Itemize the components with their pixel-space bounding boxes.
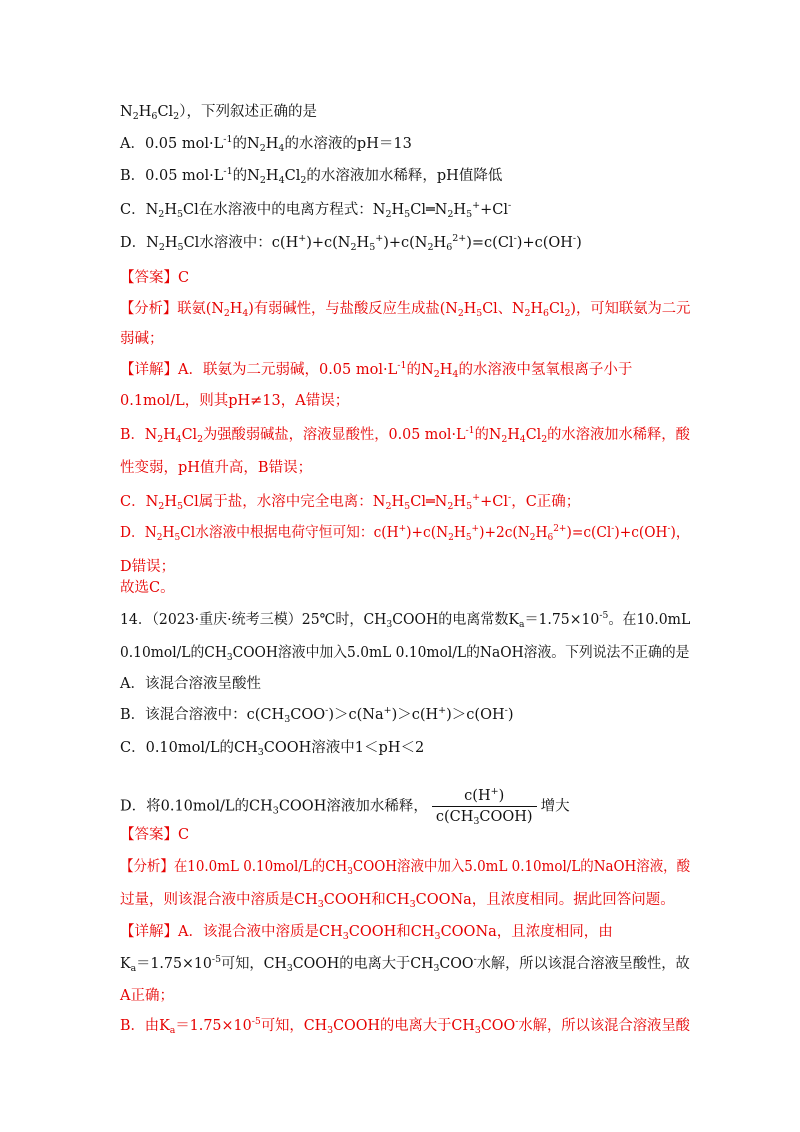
subscript: 2 <box>447 501 454 512</box>
text-run: 【详解】A．该混合液中溶质是CH <box>120 924 343 940</box>
subscript: 3 <box>342 931 349 942</box>
text-run: COOH和CH <box>348 924 435 940</box>
subscript: 3 <box>474 1025 481 1036</box>
superscript: - <box>611 523 615 534</box>
text-run: B．0.05 mol·L <box>120 168 224 184</box>
text-line <box>120 425 690 445</box>
subscript: 2 <box>433 369 440 380</box>
text-run: H <box>229 301 243 317</box>
superscript: - <box>507 492 512 503</box>
text-run: H <box>356 235 370 251</box>
text-run: C．N <box>120 202 159 218</box>
superscript: + <box>398 523 407 534</box>
text-run: H <box>463 301 477 317</box>
subscript: 5 <box>466 209 473 220</box>
text-line <box>120 643 690 663</box>
subscript: 2 <box>197 434 204 445</box>
text-run: H <box>162 525 175 541</box>
text-run: 为强酸弱碱盐，溶液显酸性，0.05 mol·L <box>203 427 466 443</box>
text-run: 水解，所以该混合溶液呈酸性，故 <box>476 956 690 972</box>
text-run: COO <box>439 956 474 972</box>
subscript: 3 <box>226 652 233 663</box>
subscript: 2 <box>259 175 266 186</box>
text-run: H <box>163 427 176 443</box>
text-line <box>120 523 690 543</box>
text-run: 的N <box>232 168 260 184</box>
text-run: 可知，CH <box>221 956 287 972</box>
text-line <box>120 787 690 826</box>
subscript: 2 <box>529 532 536 543</box>
text-line <box>120 557 690 577</box>
subscript: a <box>169 1025 176 1036</box>
text-run: COONa，且浓度相同。据此回答问题。 <box>415 892 675 908</box>
text-run: 14．（2023·重庆·统考三模）25℃时，CH <box>120 612 387 628</box>
text-run: )+2c(N <box>479 525 530 541</box>
text-line <box>120 134 690 154</box>
subscript: 2 <box>385 209 392 220</box>
subscript: a <box>518 619 525 630</box>
text-run: H <box>453 494 467 510</box>
text-run: D错误； <box>120 559 176 575</box>
subscript: 3 <box>257 747 264 758</box>
text-line <box>120 233 690 253</box>
subscript: 2 <box>158 501 165 512</box>
text-run: B．由K <box>120 1018 170 1034</box>
text-run: )=c(Cl <box>566 525 612 541</box>
text-run: A．0.05 mol·L <box>120 136 224 152</box>
subscript: 2 <box>564 308 571 319</box>
superscript: -5 <box>211 954 222 965</box>
text-run: 的水溶液加水稀释，pH值降低 <box>306 168 503 184</box>
fraction-numerator <box>432 787 537 807</box>
text-run: COOH的电离大于CH <box>333 1018 475 1034</box>
text-run: 的N <box>474 427 502 443</box>
subscript: 4 <box>452 369 459 380</box>
superscript: - <box>572 233 577 244</box>
superscript: - <box>515 1016 519 1027</box>
text-run: 弱碱； <box>120 331 164 347</box>
subscript: 2 <box>385 501 392 512</box>
text-run: H <box>530 301 543 317</box>
text-run: COOH) <box>479 809 533 825</box>
text-run: 【分析】在10.0mL 0.10mol/L的CH <box>120 859 348 875</box>
subscript: 3 <box>327 1025 334 1036</box>
superscript: + <box>438 705 447 716</box>
superscript: - <box>473 954 477 965</box>
text-run: 过量，则该混合液中溶质是CH <box>120 892 318 908</box>
subscript: 2 <box>541 434 548 445</box>
text-run: c(H <box>464 788 491 804</box>
text-run: B．N <box>120 427 158 443</box>
text-run: C．0.10mol/L的CH <box>120 740 258 756</box>
superscript: 2+ <box>452 233 467 244</box>
text-run: Cl水溶液中根据电荷守恒可知：c(H <box>180 525 399 541</box>
text-run: )有弱碱性，与盐酸反应生成盐(N <box>248 301 458 317</box>
text-run: H <box>164 494 177 510</box>
text-line <box>120 102 690 122</box>
superscript: -1 <box>465 425 475 436</box>
text-run: Cl属于盐，水溶中完全电离：N <box>183 494 386 510</box>
text-run: c(CH <box>435 809 474 825</box>
subscript: 3 <box>434 931 441 942</box>
text-run: )＞c(H <box>391 707 439 723</box>
superscript: + <box>490 786 499 797</box>
text-run: H <box>453 525 466 541</box>
subscript: 3 <box>272 805 279 817</box>
text-line <box>120 857 691 877</box>
text-line <box>120 890 690 910</box>
text-run: COO <box>290 707 326 723</box>
text-run: B．该混合溶液中：c(CH <box>120 707 285 723</box>
text-line <box>120 492 690 512</box>
subscript: 2 <box>157 434 164 445</box>
text-run: ＝1.75×10 <box>175 1018 252 1034</box>
text-run: H <box>265 136 279 152</box>
text-run: K <box>120 956 131 972</box>
text-line <box>120 954 690 974</box>
superscript: + <box>472 492 481 503</box>
text-line <box>120 578 690 598</box>
text-run: N <box>120 104 133 120</box>
text-run: ＝1.75×10 <box>136 956 212 972</box>
subscript: 2 <box>132 111 139 122</box>
subscript: 2 <box>158 209 165 220</box>
superscript: -5 <box>251 1016 261 1027</box>
subscript: 2 <box>350 242 357 253</box>
subscript: 3 <box>317 899 324 910</box>
text-run: Cl <box>157 104 174 120</box>
text-run: H <box>439 362 453 378</box>
text-run: H <box>164 202 177 218</box>
subscript: 6 <box>547 532 554 543</box>
text-run: )＞c(Na <box>328 707 384 723</box>
text-run: H <box>507 427 520 443</box>
subscript: 2 <box>173 111 180 122</box>
text-run: C．N <box>120 494 159 510</box>
subscript: 3 <box>284 714 291 725</box>
subscript: 4 <box>519 434 526 445</box>
text-run: 故选C。 <box>120 580 175 596</box>
text-line <box>120 268 690 288</box>
text-run: 性变弱，pH值升高，B错误； <box>120 460 313 476</box>
text-run: 的N <box>406 362 434 378</box>
text-run: 增大 <box>540 798 570 815</box>
subscript: 5 <box>174 532 181 543</box>
text-run: 【详解】A．联氨为二元弱碱，0.05 mol·L <box>120 362 398 378</box>
text-run: Cl═N <box>410 494 448 510</box>
text-run: ＝1.75×10 <box>524 612 600 628</box>
text-run: )＞c(OH <box>446 707 505 723</box>
superscript: -1 <box>223 134 233 145</box>
superscript: + <box>375 233 384 244</box>
text-line <box>120 610 691 630</box>
superscript: -1 <box>397 360 407 371</box>
text-run: Cl在水溶液中的电离方程式：N <box>183 202 386 218</box>
subscript: 2 <box>448 532 454 543</box>
text-run: H <box>391 202 405 218</box>
subscript: 4 <box>278 143 285 154</box>
text-run: H <box>535 525 548 541</box>
subscript: 5 <box>466 501 473 512</box>
text-run: 【答案】C <box>120 270 190 286</box>
text-run: H <box>391 494 405 510</box>
text-run: ），下列叙述正确的是 <box>179 104 317 120</box>
subscript: 4 <box>242 308 249 319</box>
superscript: -1 <box>223 166 233 177</box>
subscript: 5 <box>404 209 411 220</box>
text-run: ，C正确； <box>511 494 581 510</box>
superscript: + <box>471 523 480 534</box>
subscript: 2 <box>524 308 531 319</box>
text-run: Cl <box>525 427 542 443</box>
text-line <box>120 922 690 942</box>
text-run: 的水溶液中氢氧根离子小于 <box>458 362 633 378</box>
text-run: A．该混合溶液呈酸性 <box>120 676 261 692</box>
subscript: 5 <box>177 209 184 220</box>
text-line <box>120 825 690 845</box>
superscript: - <box>667 523 671 534</box>
superscript: - <box>504 705 508 716</box>
text-run: COOH和CH <box>323 892 410 908</box>
text-run: +Cl <box>480 494 508 510</box>
subscript: 3 <box>433 963 440 974</box>
superscript: -5 <box>599 610 609 621</box>
subscript: 6 <box>446 242 453 253</box>
text-line <box>120 738 690 758</box>
subscript: 2 <box>427 242 434 253</box>
text-run: COOH溶液中1＜pH＜2 <box>263 740 425 756</box>
fraction-denominator <box>432 807 537 826</box>
subscript: 2 <box>447 209 454 220</box>
superscript: - <box>507 200 512 211</box>
text-run: D．N <box>120 525 157 541</box>
subscript: 3 <box>409 899 416 910</box>
subscript: 2 <box>223 308 230 319</box>
text-run: H <box>453 202 467 218</box>
text-run: D．N <box>120 235 159 251</box>
text-run: ) <box>498 788 505 804</box>
text-run: ) <box>507 707 514 723</box>
fraction <box>432 787 537 826</box>
text-run: Cl═N <box>410 202 448 218</box>
subscript: 5 <box>476 308 483 319</box>
text-run: H <box>433 235 447 251</box>
text-run: 。在10.0mL <box>608 612 691 628</box>
text-run: COOH的电离常数K <box>392 612 519 628</box>
text-line <box>120 299 691 319</box>
subscript: 5 <box>465 532 472 543</box>
superscript: 2+ <box>553 523 567 534</box>
text-run: D．将0.10mol/L的CH <box>120 798 273 815</box>
text-run: )+c(OH <box>614 525 668 541</box>
subscript: 2 <box>158 242 165 253</box>
superscript: + <box>383 705 392 716</box>
superscript: - <box>513 233 517 244</box>
text-run: Cl <box>181 427 198 443</box>
text-run: 的水溶液的pH＝13 <box>284 136 412 152</box>
text-line <box>120 200 690 220</box>
text-run: H <box>164 235 178 251</box>
text-run: COO <box>480 1018 516 1034</box>
text-line <box>120 674 690 694</box>
text-run: COOH的电离大于CH <box>292 956 434 972</box>
subscript: 6 <box>151 111 158 122</box>
text-run: )+c(N <box>406 525 449 541</box>
text-run: COOH溶液中加入5.0mL 0.10mol/L的NaOH溶液。下列说法不正确的是 <box>232 645 690 661</box>
subscript: a <box>130 963 137 974</box>
text-run: 水解，所以该混合溶液呈酸 <box>518 1018 690 1034</box>
superscript: - <box>325 705 329 716</box>
subscript: 2 <box>259 143 266 154</box>
text-run: )+c(N <box>306 235 351 251</box>
text-run: H <box>265 168 279 184</box>
subscript: 3 <box>347 866 353 877</box>
subscript: 6 <box>542 308 549 319</box>
subscript: 2 <box>501 434 508 445</box>
text-run: )+c(N <box>383 235 428 251</box>
text-run: )， <box>670 525 690 541</box>
text-run: COOH溶液加水稀释， <box>278 798 428 815</box>
text-run: COONa，且浓度相同，由 <box>440 924 613 940</box>
superscript: + <box>472 200 481 211</box>
subscript: 5 <box>369 242 376 253</box>
text-run: Cl、N <box>482 301 525 317</box>
subscript: 4 <box>278 175 285 186</box>
subscript: 5 <box>404 501 411 512</box>
subscript: 2 <box>156 532 163 543</box>
text-run: H <box>138 104 152 120</box>
text-line <box>120 705 690 725</box>
text-run: 可知，CH <box>260 1018 328 1034</box>
text-line <box>120 329 690 349</box>
subscript: 3 <box>286 963 293 974</box>
text-line <box>120 1016 690 1036</box>
text-run: Cl <box>548 301 565 317</box>
subscript: 2 <box>300 175 307 186</box>
text-line <box>120 166 690 186</box>
text-run: COOH溶液中加入5.0mL 0.10mol/L的NaOH溶液，酸 <box>352 859 691 875</box>
text-line <box>120 391 690 411</box>
subscript: 5 <box>177 242 184 253</box>
superscript: + <box>298 233 307 244</box>
text-line <box>120 458 690 478</box>
subscript: 2 <box>457 308 464 319</box>
subscript: 3 <box>386 619 393 630</box>
subscript: 4 <box>175 434 182 445</box>
text-run: )=c(Cl <box>466 235 514 251</box>
text-line <box>120 986 690 1006</box>
text-run: )+c(OH <box>516 235 573 251</box>
text-run: A正确； <box>120 988 174 1004</box>
text-run: 的水溶液加水稀释，酸 <box>547 427 690 443</box>
text-run: 0.10mol/L的CH <box>120 645 227 661</box>
text-run: 的N <box>232 136 260 152</box>
subscript: 3 <box>473 816 480 827</box>
text-line <box>120 360 690 380</box>
text-run: 【答案】C <box>120 827 190 843</box>
text-run: 0.1mol/L，则其pH≠13，A错误； <box>120 393 350 409</box>
subscript: 5 <box>177 501 184 512</box>
text-run: Cl <box>284 168 301 184</box>
text-run: ) <box>576 235 582 251</box>
text-run: 【分析】联氨(N <box>120 301 224 317</box>
text-run: Cl水溶液中：c(H <box>183 235 299 251</box>
text-run: )，可知联氨为二元 <box>570 301 691 317</box>
text-run: +Cl <box>480 202 508 218</box>
